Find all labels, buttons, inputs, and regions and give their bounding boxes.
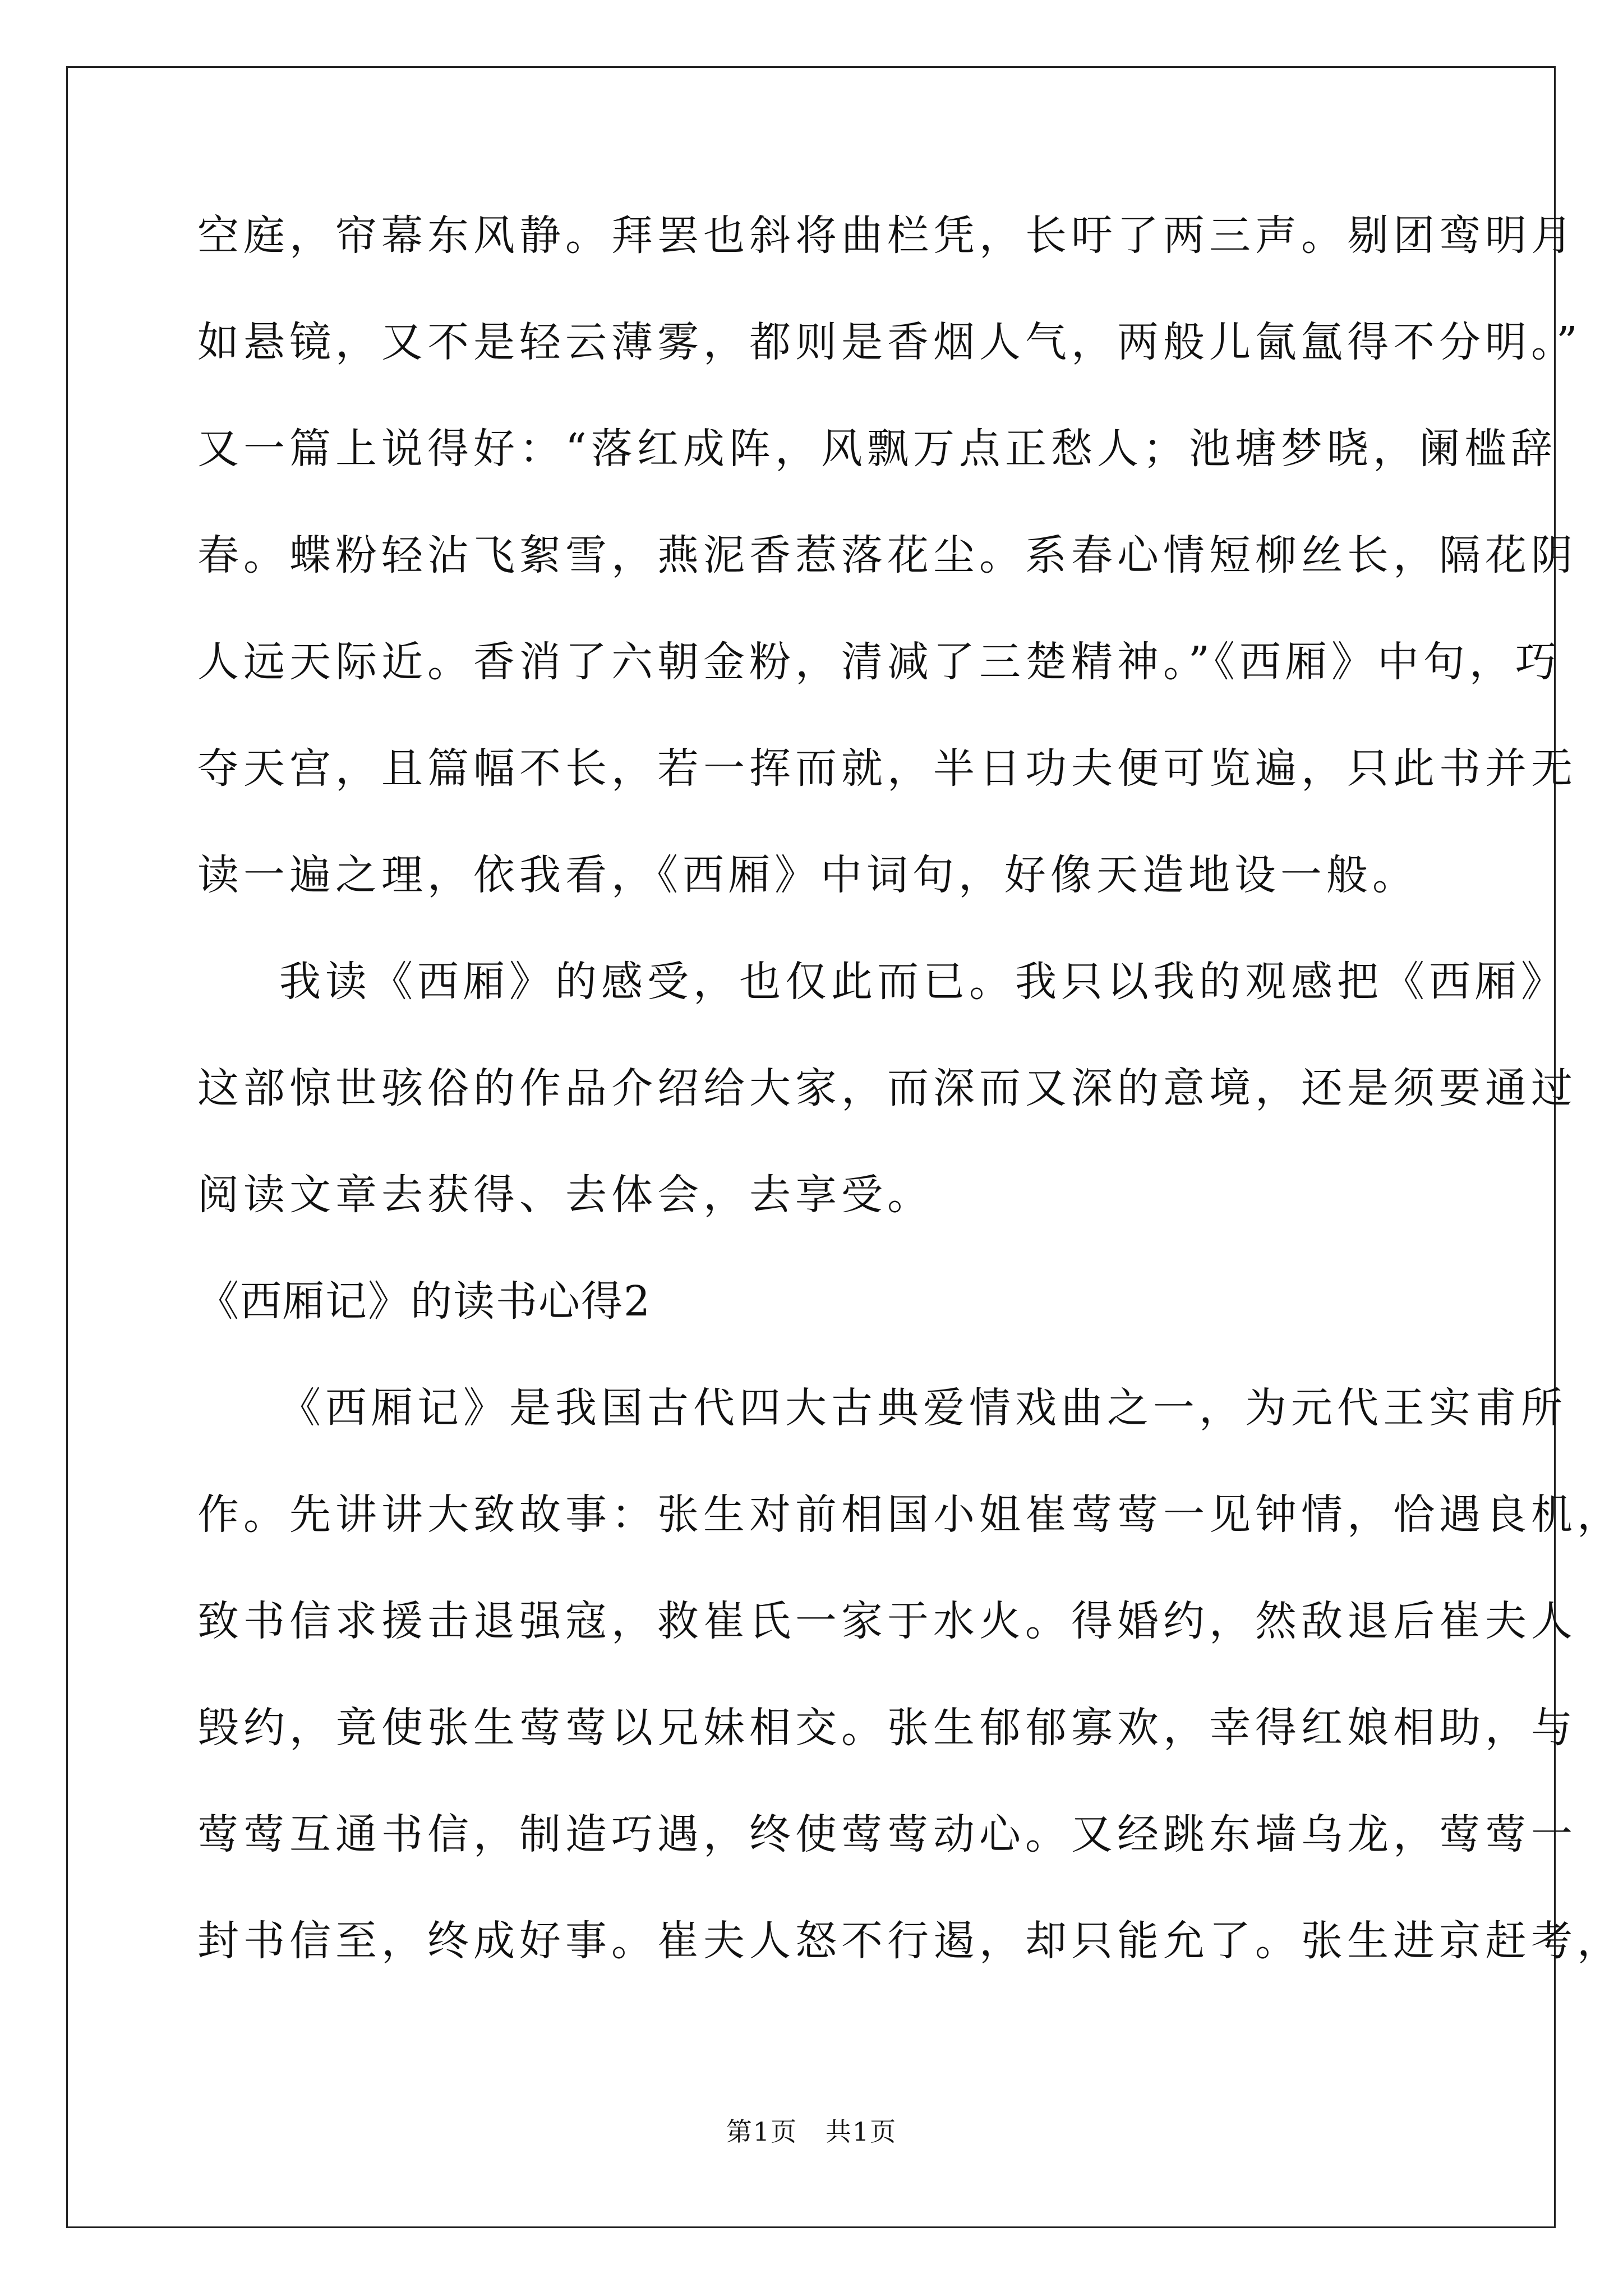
text-line: 人远天际近。香消了六朝金粉，清减了三楚精神。”《西厢》中句，巧 [197,638,1561,686]
text-line: 阅读文章去获得、去体会，去享受。 [197,1171,933,1219]
text-line: 莺莺互通书信，制造巧遇，终使莺莺动心。又经跳东墙乌龙，莺莺一 [197,1810,1577,1858]
text-line: 春。蝶粉轻沾飞絮雪，燕泥香惹落花尘。系春心情短柳丝长，隔花阴 [197,531,1577,579]
text-line: 我读《西厢》的感受，也仅此而已。我只以我的观感把《西厢》 [279,958,1567,1006]
text-line: 读一遍之理，依我看，《西厢》中词句，好像天造地设一般。 [197,851,1418,899]
text-line: 如悬镜，又不是轻云薄雾，都则是香烟人气，两般儿氤氲得不分明。” [197,318,1582,366]
text-line: 封书信至，终成好事。崔夫人怒不行遏，却只能允了。张生进京赶考， [197,1917,1623,1965]
document-body [197,208,1623,2019]
section-heading: 《西厢记》的读书心得2 [197,1277,652,1326]
text-line: 又一篇上说得好：“落红成阵，风飘万点正愁人；池塘梦晓，阑槛辞 [197,425,1557,473]
text-line: 《西厢记》是我国古代四大古典爱情戏曲之一，为元代王实甫所 [279,1384,1567,1432]
text-line: 空庭，帘幕东风静。拜罢也斜将曲栏凭，长吁了两三声。剔团鸾明月 [197,211,1577,260]
text-line: 夺天宫，且篇幅不长，若一挥而就，半日功夫便可览遍，只此书并无 [197,744,1577,793]
text-line: 这部惊世骇俗的作品介绍给大家，而深而又深的意境，还是须要通过 [197,1064,1577,1112]
page-number-footer: 第1页 共1页 [726,2116,897,2147]
text-line: 致书信求援击退强寇，救崔氏一家于水火。得婚约，然敌退后崔夫人 [197,1597,1577,1645]
text-line: 作。先讲讲大致故事：张生对前相国小姐崔莺莺一见钟情，恰遇良机， [197,1490,1623,1539]
text-line: 毁约，竟使张生莺莺以兄妹相交。张生郁郁寡欢，幸得红娘相助，与 [197,1704,1577,1752]
